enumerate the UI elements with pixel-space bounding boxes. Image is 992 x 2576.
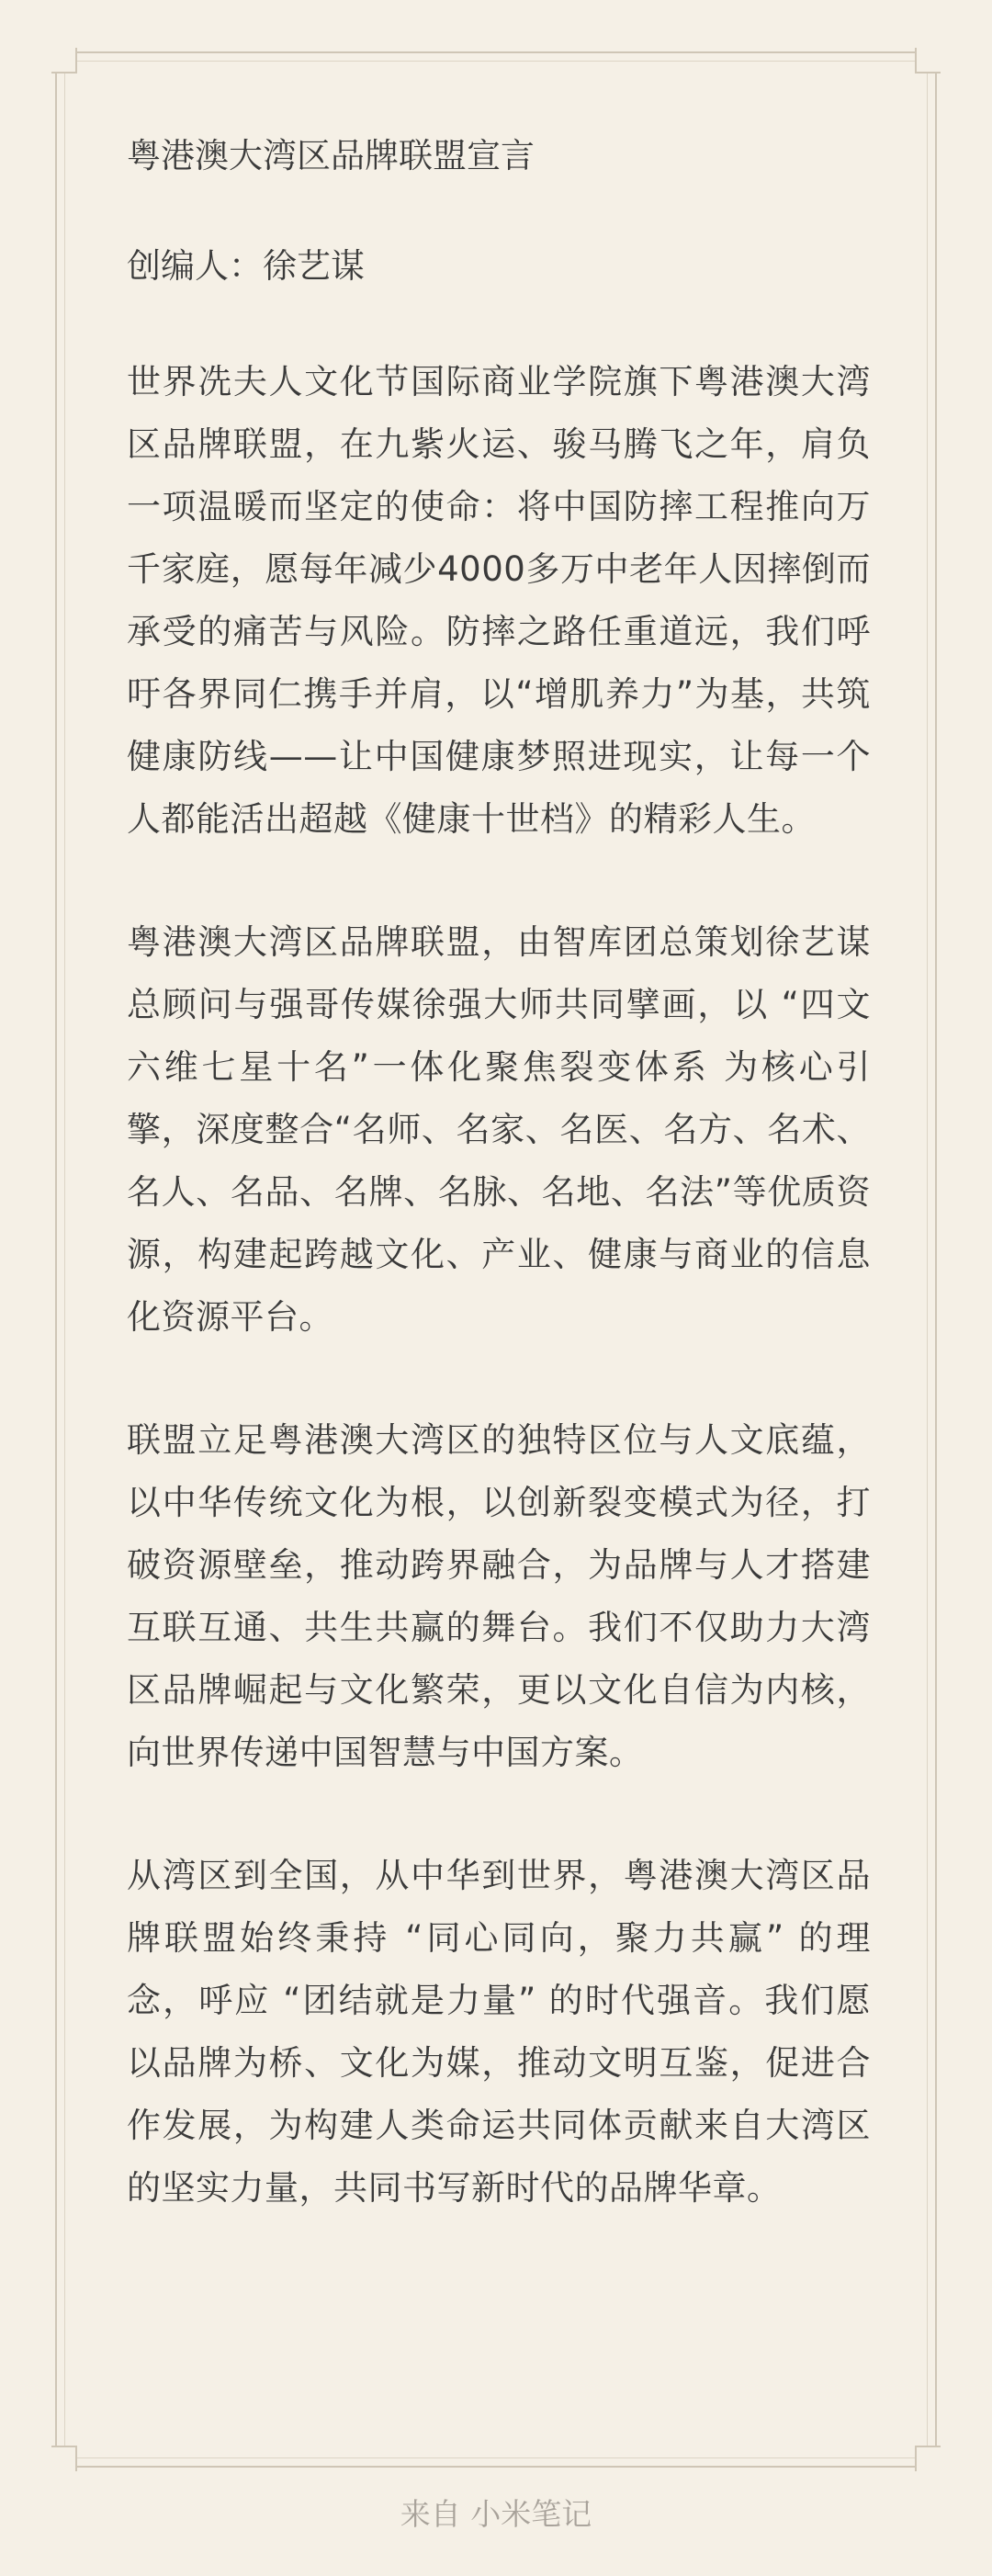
frame-corner-ornament	[915, 48, 941, 73]
document-author: 创编人：徐艺谋	[127, 246, 365, 286]
source-footer: 来自 小米笔记	[400, 2496, 592, 2532]
frame-corner-ornament	[51, 48, 77, 73]
paragraph: 粤港澳大湾区品牌联盟，由智库团总策划徐艺谋总顾问与强哥传媒徐强大师共同擘画，以 “四文六维七星十名”一体化聚焦裂变体系 为核心引擎，深度整合“名师、名家、名医、名方、名术、名人、名品、名牌、名脉、名地、名法”等优质资源，构建起跨越文化、产业、健康与商业的信息化资源平台。	[127, 922, 871, 1337]
paragraph: 世界冼夫人文化节国际商业学院旗下粤港澳大湾区品牌联盟，在九紫火运、骏马腾飞之年，肩负一项温暖而坚定的使命：将中国防摔工程推向万千家庭，愿每年减少4000多万中老年人因摔倒而承受的痛苦与风险。防摔之路任重道远，我们呼吁各界同仁携手并肩，以“增肌养力”为基，共筑健康防线——让中国健康梦照进现实，让每一个人都能活出超越《健康十世档》的精彩人生。	[127, 362, 871, 839]
paragraph: 联盟立足粤港澳大湾区的独特区位与人文底蕴，以中华传统文化为根，以创新裂变模式为径，打破资源壁垒，推动跨界融合，为品牌与人才搭建互联互通、共生共赢的舞台。我们不仅助力大湾区品牌崛起与文化繁荣，更以文化自信为内核，向世界传递中国智慧与中国方案。	[127, 1420, 871, 1772]
document-title: 粤港澳大湾区品牌联盟宣言	[127, 136, 535, 175]
paragraph: 从湾区到全国，从中华到世界，粤港澳大湾区品牌联盟始终秉持 “同心同向，聚力共赢” 的理念，呼应 “团结就是力量” 的时代强音。我们愿以品牌为桥、文化为媒，推动文明互鉴，促进合作发展，为构建人类命运共同体贡献来自大湾区的坚实力量，共同书写新时代的品牌华章。	[127, 1856, 871, 2208]
frame-corner-ornament	[51, 2446, 77, 2471]
frame-corner-ornament	[915, 2446, 941, 2471]
note-content	[127, 129, 871, 2280]
